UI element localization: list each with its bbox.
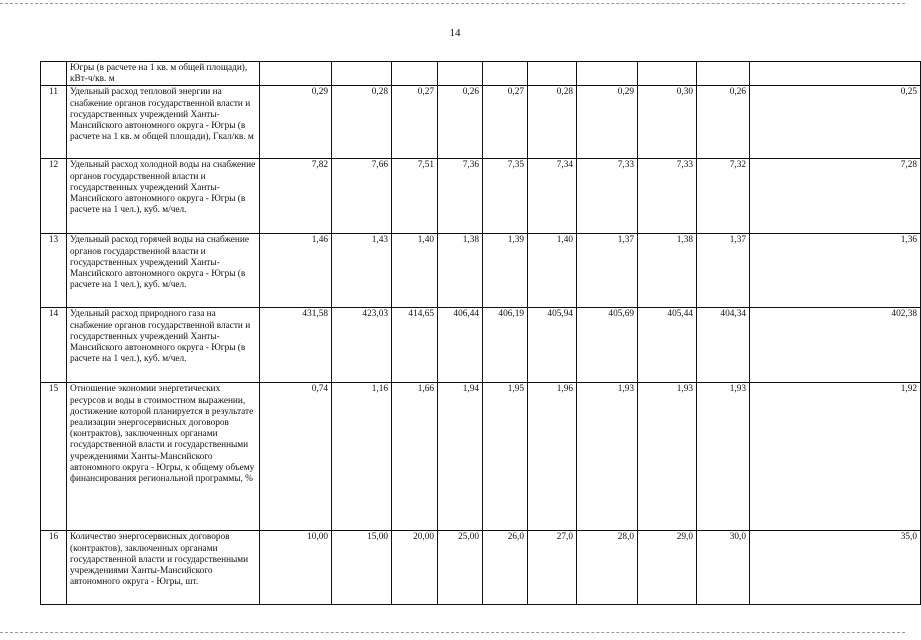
row-label-cell: Удельный расход тепловой энергии на снабжение органов государственной власти и государственных учреждений Ханты-Мансийского автономного округа - Югры (в расчете на 1 кв. м общей площади), Гкал/кв. м <box>67 86 260 159</box>
value-cell: 405,44 <box>638 308 697 383</box>
value-cell: 0,29 <box>577 86 638 159</box>
value-cell: 414,65 <box>392 308 438 383</box>
value-cell: 7,34 <box>528 159 577 234</box>
value-cell <box>577 62 638 86</box>
value-cell: 29,0 <box>638 531 697 605</box>
value-cell: 0,29 <box>260 86 332 159</box>
value-cell <box>697 62 750 86</box>
row-label-cell: Удельный расход природного газа на снабжение органов государственной власти и государственных учреждений Ханты-Мансийского автономного округа - Югры (в расчете на 1 чел.), куб. м/чел. <box>67 308 260 383</box>
value-cell: 1,36 <box>750 234 921 308</box>
table-row <box>41 159 921 234</box>
value-cell: 30,0 <box>697 531 750 605</box>
value-cell: 0,26 <box>697 86 750 159</box>
value-cell: 1,66 <box>392 383 438 531</box>
scan-edge-top <box>0 3 905 4</box>
row-number-cell: 13 <box>41 234 67 308</box>
scan-edge-bottom <box>0 632 905 633</box>
value-cell: 28,0 <box>577 531 638 605</box>
value-cell: 7,66 <box>332 159 392 234</box>
value-cell <box>260 62 332 86</box>
value-cell: 7,82 <box>260 159 332 234</box>
value-cell: 26,0 <box>483 531 528 605</box>
row-number-cell: 12 <box>41 159 67 234</box>
row-label-cell: Отношение экономии энергетических ресурсов и воды в стоимостном выражении, достижение которой планируется в результате реализации энергосервисных договоров (контрактов), заключенных органами государственной власти и государственными учреждениями Ханты-Мансийского автономного округа - Югры, к общему объему финансирования региональной программы, % <box>67 383 260 531</box>
table-row <box>41 308 921 383</box>
value-cell: 7,36 <box>438 159 483 234</box>
value-cell: 25,00 <box>438 531 483 605</box>
value-cell <box>638 62 697 86</box>
value-cell: 423,03 <box>332 308 392 383</box>
value-cell: 1,37 <box>577 234 638 308</box>
value-cell: 1,93 <box>697 383 750 531</box>
row-number-cell: 14 <box>41 308 67 383</box>
table-row <box>41 383 921 531</box>
value-cell: 431,58 <box>260 308 332 383</box>
value-cell: 0,25 <box>750 86 921 159</box>
value-cell: 1,46 <box>260 234 332 308</box>
value-cell: 27,0 <box>528 531 577 605</box>
value-cell: 404,34 <box>697 308 750 383</box>
value-cell: 1,96 <box>528 383 577 531</box>
value-cell <box>528 62 577 86</box>
value-cell: 1,95 <box>483 383 528 531</box>
value-cell: 405,94 <box>528 308 577 383</box>
value-cell: 0,27 <box>392 86 438 159</box>
value-cell: 0,28 <box>332 86 392 159</box>
row-label-cell: Количество энергосервисных договоров (контрактов), заключенных органами государственной власти и государственными учреждениями Ханты-Мансийского автономного округа - Югры, шт. <box>67 531 260 605</box>
value-cell: 1,38 <box>638 234 697 308</box>
value-cell: 0,30 <box>638 86 697 159</box>
value-cell: 7,35 <box>483 159 528 234</box>
value-cell: 1,40 <box>528 234 577 308</box>
value-cell: 402,38 <box>750 308 921 383</box>
value-cell: 1,93 <box>577 383 638 531</box>
value-cell: 0,26 <box>438 86 483 159</box>
value-cell: 7,32 <box>697 159 750 234</box>
value-cell <box>483 62 528 86</box>
value-cell <box>392 62 438 86</box>
value-cell: 7,33 <box>638 159 697 234</box>
value-cell: 35,0 <box>750 531 921 605</box>
row-label-cell: Удельный расход горячей воды на снабжение органов государственной власти и государственных учреждений Ханты-Мансийского автономного округа - Югры (в расчете на 1 чел.), куб. м/чел. <box>67 234 260 308</box>
table-row-continuation <box>41 62 921 86</box>
value-cell: 406,19 <box>483 308 528 383</box>
indicator-table <box>40 61 921 605</box>
value-cell: 1,43 <box>332 234 392 308</box>
row-number-cell <box>41 62 67 86</box>
value-cell: 15,00 <box>332 531 392 605</box>
value-cell <box>332 62 392 86</box>
table-row <box>41 234 921 308</box>
table-row <box>41 86 921 159</box>
value-cell: 0,74 <box>260 383 332 531</box>
value-cell: 1,37 <box>697 234 750 308</box>
value-cell: 20,00 <box>392 531 438 605</box>
value-cell: 1,92 <box>750 383 921 531</box>
value-cell: 1,38 <box>438 234 483 308</box>
value-cell: 7,51 <box>392 159 438 234</box>
value-cell: 7,33 <box>577 159 638 234</box>
table-body <box>41 62 921 605</box>
value-cell: 1,40 <box>392 234 438 308</box>
value-cell: 1,39 <box>483 234 528 308</box>
row-label-cell: Югры (в расчете на 1 кв. м общей площади), кВт-ч/кв. м <box>67 62 260 86</box>
page-number: 14 <box>449 27 461 39</box>
value-cell: 0,27 <box>483 86 528 159</box>
value-cell: 406,44 <box>438 308 483 383</box>
row-number-cell: 16 <box>41 531 67 605</box>
value-cell: 10,00 <box>260 531 332 605</box>
value-cell <box>750 62 921 86</box>
row-number-cell: 15 <box>41 383 67 531</box>
row-number-cell: 11 <box>41 86 67 159</box>
value-cell <box>438 62 483 86</box>
value-cell: 405,69 <box>577 308 638 383</box>
value-cell: 1,93 <box>638 383 697 531</box>
table-row <box>41 531 921 605</box>
row-label-cell: Удельный расход холодной воды на снабжение органов государственной власти и государственных учреждений Ханты-Мансийского автономного округа - Югры (в расчете на 1 чел.), куб. м/чел. <box>67 159 260 234</box>
value-cell: 1,94 <box>438 383 483 531</box>
value-cell: 7,28 <box>750 159 921 234</box>
value-cell: 0,28 <box>528 86 577 159</box>
value-cell: 1,16 <box>332 383 392 531</box>
